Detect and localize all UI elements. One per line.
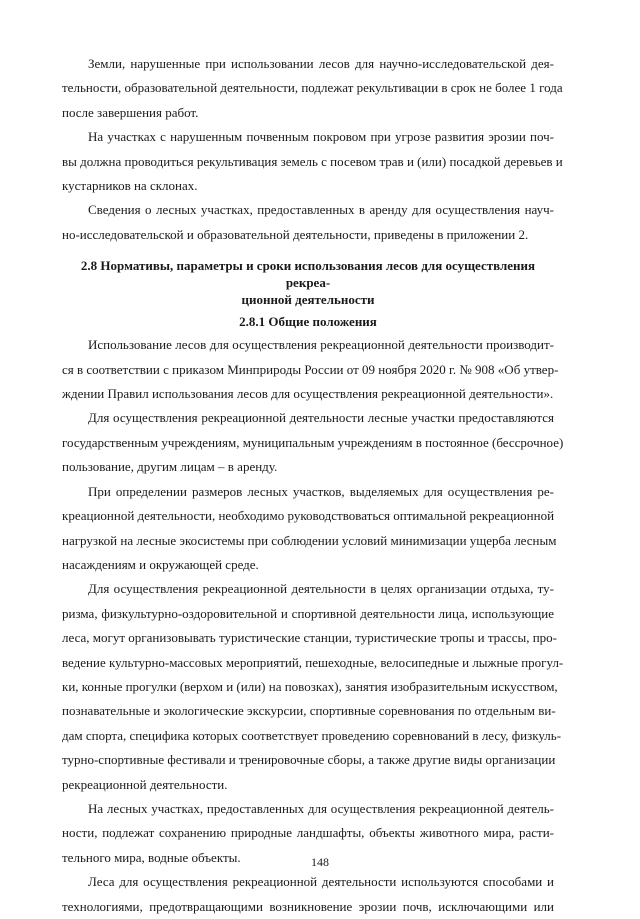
text-line: ведение культурно-массовых мероприятий, пешеходные, велосипедные и лыжные прогул- [62,654,564,670]
text-line: ся в соответствии с приказом Минприроды России от 09 ноября 2020 г. № 908 «Об утвер- [62,361,559,377]
text-line: ризма, физкультурно-оздоровительной и спортивной деятельности лица, использующие [62,605,554,621]
text-line: Сведения о лесных участках, предоставленных в аренду для осуществления науч- [88,202,554,218]
text-line: технологиями, предотвращающими возникновение эрозии почв, исключающими или [62,898,554,914]
text-line: Земли, нарушенные при использовании лесов для научно-исследовательской дея- [88,56,554,71]
text-line: Использование лесов для осуществления рекреационной деятельности производит- [88,337,554,353]
text-line: леса, могут организовывать туристические станции, туристические тропы и трассы, про- [62,630,557,646]
text-line: после завершения работ. [62,104,199,120]
text-line: насаждениям и окружающей среде. [62,556,259,572]
text-line: государственным учреждениям, муниципальным учреждениям в постоянное (бессрочное) [62,434,564,450]
text-line: пользование, другим лицам – в аренду. [62,459,278,475]
text-line: но-исследовательской и образовательной деятельности, приведены в приложении 2. [62,226,529,242]
text-line: турно-спортивные фестивали и тренировочные сборы, а также другие виды организации [62,752,556,768]
text-line: тельности, образовательной деятельности, подлежат рекультивации в срок не более 1 года [62,80,563,96]
paragraph-land-allocation [62,406,564,479]
paragraph-land-reclamation [62,52,563,125]
page-number: 148 [311,855,329,869]
text-line: ждении Правил использования лесов для осуществления рекреационной деятельности». [62,386,554,402]
text-line: На участках с нарушенным почвенным покровом при угрозе развития эрозии поч- [88,129,554,145]
paragraph-order-reference [62,333,559,406]
section-heading [62,257,554,308]
document-page [62,52,564,919]
text-line: На лесных участках, предоставленных для осуществления рекреационной деятель- [88,800,554,816]
text-line: познавательные и экологические экскурсии, спортивные соревнования по отдельным ви- [62,703,556,719]
text-line: При определении размеров лесных участков, выделяемых для осуществления ре- [88,483,554,499]
text-line: Для осуществления рекреационной деятельности в целях организации отдыха, ту- [88,581,554,597]
text-line: Для осуществления рекреационной деятельности лесные участки предоставляются [88,410,554,426]
text-line: кустарников на склонах. [62,178,198,194]
paragraph-methods [62,870,554,919]
subsection-heading: 2.8.1 Общие положения [239,314,377,330]
text-line: Леса для осуществления рекреационной деятельности используются способами и [88,874,554,890]
paragraph-erosion [62,125,563,198]
text-line: ности, подлежат сохранению природные ландшафты, объекты животного мира, расти- [62,825,554,841]
text-line: нагрузкой на лесные экосистемы при соблюдении условий минимизации ущерба лесным [62,532,557,548]
text-line: креационной деятельности, необходимо руководствоваться оптимальной рекреационной [62,508,555,524]
text-line: тельного мира, водные объекты. [62,849,241,865]
paragraph-plot-size [62,480,557,578]
text-line: ки, конные прогулки (верхом и (или) на повозках), занятия изобразительным искусством, [62,678,558,694]
paragraph-recreation-activities [62,577,564,797]
text-line: рекреационной деятельности. [62,776,228,792]
text-line: дам спорта, специфика которых соответствует проведению соревнований в лесу, физкуль- [62,727,562,743]
paragraph-appendix-reference [62,198,554,247]
section-heading-line: 2.8 Нормативы, параметры и сроки использования лесов для осуществления рекреа- [80,258,536,291]
text-line: вы должна проводиться рекультивация земель с посевом трав и (или) посадкой деревьев и [62,153,563,169]
section-heading-line: ционной деятельности [241,292,375,308]
